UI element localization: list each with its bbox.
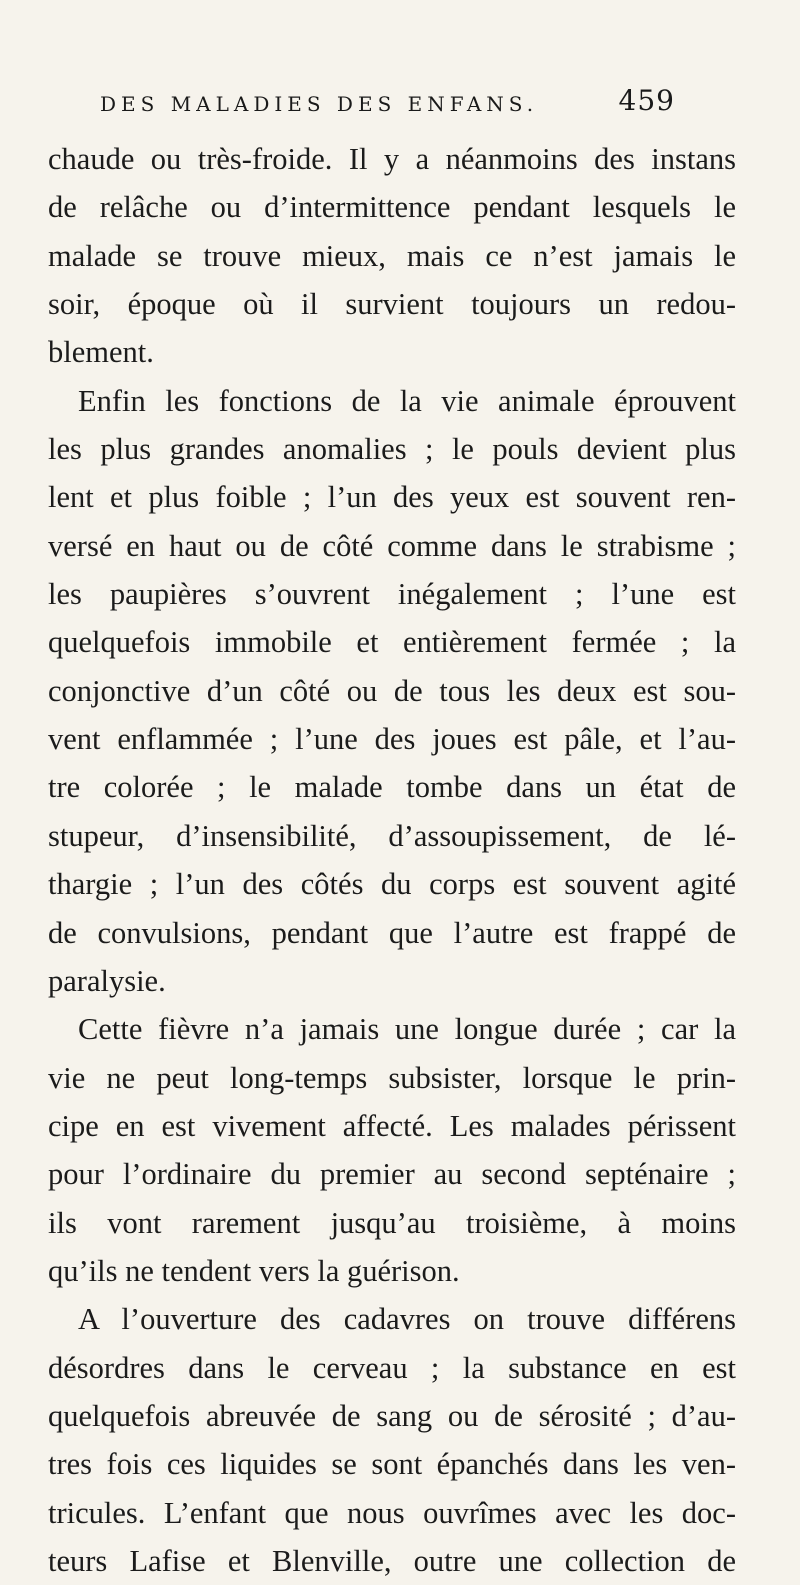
text-line: les paupières s’ouvrent inégalement ; l’une est: [48, 577, 736, 612]
text-line: quelquefois immobile et entièrement fermée ; la: [48, 625, 736, 660]
text-line: de relâche ou d’intermittence pendant lesquels le: [48, 190, 736, 225]
text-line: paralysie.: [48, 963, 166, 998]
text-line: vie ne peut long-temps subsister, lorsque le prin-: [48, 1060, 736, 1095]
text-line: conjonctive d’un côté ou de tous les deux est sou-: [48, 673, 736, 708]
text-line: lent et plus foible ; l’un des yeux est souvent ren-: [48, 480, 736, 515]
text-line: qu’ils ne tendent vers la guérison.: [48, 1253, 460, 1288]
text-line: versé en haut ou de côté comme dans le strabisme ;: [48, 528, 736, 563]
text-line: de convulsions, pendant que l’autre est frappé de: [48, 915, 736, 950]
text-line: pour l’ordinaire du premier au second septénaire ;: [48, 1157, 736, 1192]
text-line: chaude ou très-froide. Il y a néanmoins des instans: [48, 142, 736, 176]
text-line: désordres dans le cerveau ; la substance en est: [48, 1350, 736, 1385]
body-text: [48, 135, 736, 1585]
running-title: DES MALADIES DES ENFANS.: [100, 92, 539, 116]
text-line: blement.: [48, 335, 154, 370]
text-line: tre colorée ; le malade tombe dans un état de: [48, 770, 736, 805]
text-line: les plus grandes anomalies ; le pouls devient plus: [48, 432, 736, 467]
text-line: thargie ; l’un des côtés du corps est souvent agité: [48, 867, 736, 902]
text-line: tricules. L’enfant que nous ouvrîmes avec les doc-: [48, 1495, 736, 1530]
text-line: tres fois ces liquides se sont épanchés dans les ven-: [48, 1447, 736, 1482]
page-number: 459: [618, 84, 675, 117]
paragraph-first-line: A l’ouverture des cadavres on trouve différens: [78, 1302, 736, 1337]
text-line: cipe en est vivement affecté. Les malades périssent: [48, 1108, 736, 1143]
text-line: malade se trouve mieux, mais ce n’est jamais le: [48, 238, 736, 273]
text-line: vent enflammée ; l’une des joues est pâle, et l’au-: [48, 722, 736, 757]
text-line: quelquefois abreuvée de sang ou de sérosité ; d’au-: [48, 1398, 736, 1433]
text-line: soir, époque où il survient toujours un redou-: [48, 287, 736, 322]
paragraph-first-line: Cette fièvre n’a jamais une longue durée ; car la: [78, 1012, 736, 1047]
paragraph-first-line: Enfin les fonctions de la vie animale éprouvent: [78, 383, 736, 418]
running-header: [100, 84, 675, 124]
text-line: teurs Lafise et Blenville, outre une collection de: [48, 1543, 736, 1578]
text-line: ils vont rarement jusqu’au troisième, à moins: [48, 1205, 736, 1240]
text-line: stupeur, d’insensibilité, d’assoupissement, de lé-: [48, 818, 736, 853]
